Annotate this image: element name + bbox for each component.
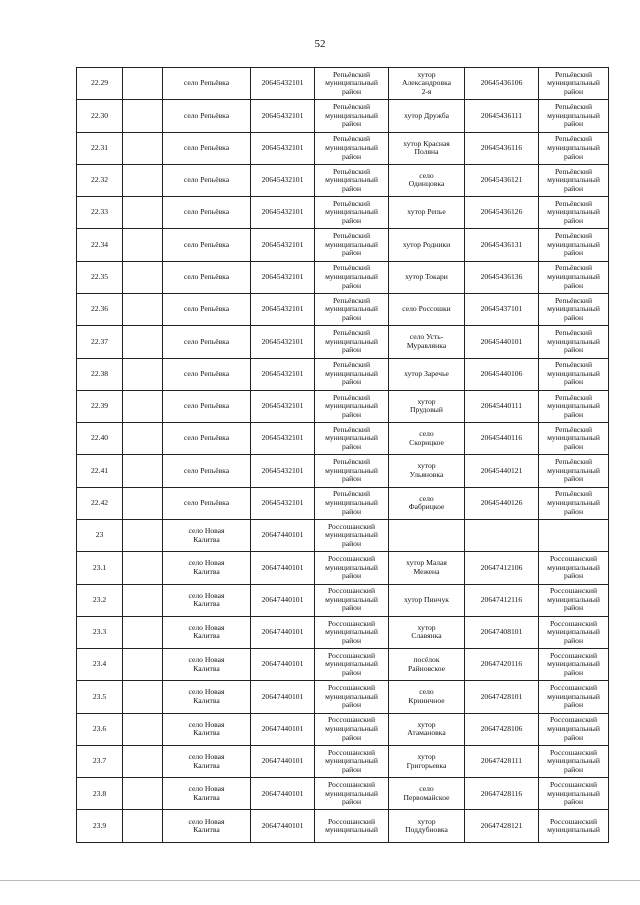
admin-district-cell: Россошанский муниципальный район xyxy=(315,681,389,713)
empty-cell xyxy=(123,423,163,455)
admin-village-cell: село Репьёвка xyxy=(163,68,251,100)
row-number-cell: 23.9 xyxy=(77,810,123,842)
table-row xyxy=(77,810,609,842)
row-number-cell: 22.40 xyxy=(77,423,123,455)
locality-district-cell: Россошанский муниципальный район xyxy=(539,584,609,616)
locality-name-cell: село Криничное xyxy=(389,681,465,713)
locality-name-cell: хутор Токари xyxy=(389,261,465,293)
empty-cell xyxy=(123,745,163,777)
admin-village-cell: село Новая Калитва xyxy=(163,778,251,810)
row-number-cell: 23.7 xyxy=(77,745,123,777)
locality-name-cell: хутор Ульяновка xyxy=(389,455,465,487)
table-row xyxy=(77,616,609,648)
empty-cell xyxy=(123,584,163,616)
table-row xyxy=(77,390,609,422)
row-number-cell: 23.2 xyxy=(77,584,123,616)
admin-village-code-cell: 20645432101 xyxy=(251,423,315,455)
admin-village-code-cell: 20645432101 xyxy=(251,197,315,229)
table-row xyxy=(77,100,609,132)
locality-code-cell: 20645440126 xyxy=(465,487,539,519)
admin-district-cell: Репьёвский муниципальный район xyxy=(315,487,389,519)
locality-district-cell: Репьёвский муниципальный район xyxy=(539,358,609,390)
locality-name-cell: хутор Красная Поляна xyxy=(389,132,465,164)
admin-village-cell: село Репьёвка xyxy=(163,293,251,325)
locality-code-cell: 20647428101 xyxy=(465,681,539,713)
locality-code-cell: 20645436136 xyxy=(465,261,539,293)
locality-code-cell: 20647412116 xyxy=(465,584,539,616)
admin-district-cell: Репьёвский муниципальный район xyxy=(315,390,389,422)
admin-village-code-cell: 20647440101 xyxy=(251,713,315,745)
locality-district-cell: Репьёвский муниципальный район xyxy=(539,423,609,455)
table-row xyxy=(77,584,609,616)
locality-district-cell: Репьёвский муниципальный район xyxy=(539,390,609,422)
locality-district-cell: Репьёвский муниципальный район xyxy=(539,197,609,229)
admin-village-code-cell: 20645432101 xyxy=(251,100,315,132)
locality-code-cell xyxy=(465,519,539,551)
row-number-cell: 22.37 xyxy=(77,326,123,358)
table-row xyxy=(77,487,609,519)
admin-village-code-cell: 20647440101 xyxy=(251,681,315,713)
table-row xyxy=(77,197,609,229)
admin-village-cell: село Новая Калитва xyxy=(163,616,251,648)
admin-village-code-cell: 20645432101 xyxy=(251,261,315,293)
settlement-table xyxy=(76,67,609,843)
locality-code-cell: 20645436111 xyxy=(465,100,539,132)
row-number-cell: 22.39 xyxy=(77,390,123,422)
empty-cell xyxy=(123,261,163,293)
locality-name-cell: хутор Малая Межена xyxy=(389,552,465,584)
locality-name-cell: село Первомайское xyxy=(389,778,465,810)
locality-name-cell xyxy=(389,519,465,551)
admin-village-cell: село Новая Калитва xyxy=(163,745,251,777)
table-row xyxy=(77,229,609,261)
admin-district-cell: Репьёвский муниципальный район xyxy=(315,293,389,325)
locality-district-cell: Россошанский муниципальный район xyxy=(539,778,609,810)
admin-village-code-cell: 20645432101 xyxy=(251,326,315,358)
table-body xyxy=(77,68,609,843)
locality-code-cell: 20645436121 xyxy=(465,164,539,196)
row-number-cell: 22.36 xyxy=(77,293,123,325)
admin-village-cell: село Репьёвка xyxy=(163,100,251,132)
locality-district-cell xyxy=(539,519,609,551)
locality-district-cell: Репьёвский муниципальный район xyxy=(539,293,609,325)
locality-code-cell: 20645440106 xyxy=(465,358,539,390)
empty-cell xyxy=(123,487,163,519)
admin-village-code-cell: 20645432101 xyxy=(251,293,315,325)
admin-village-cell: село Новая Калитва xyxy=(163,681,251,713)
admin-district-cell: Репьёвский муниципальный район xyxy=(315,455,389,487)
empty-cell xyxy=(123,616,163,648)
locality-code-cell: 20647428111 xyxy=(465,745,539,777)
locality-district-cell: Россошанский муниципальный район xyxy=(539,745,609,777)
locality-district-cell: Репьёвский муниципальный район xyxy=(539,229,609,261)
admin-village-code-cell: 20647440101 xyxy=(251,616,315,648)
admin-district-cell: Россошанский муниципальный район xyxy=(315,745,389,777)
table-row xyxy=(77,164,609,196)
locality-district-cell: Россошанский муниципальный район xyxy=(539,616,609,648)
row-number-cell: 22.34 xyxy=(77,229,123,261)
locality-code-cell: 20645436126 xyxy=(465,197,539,229)
row-number-cell: 22.35 xyxy=(77,261,123,293)
empty-cell xyxy=(123,810,163,842)
table-row xyxy=(77,455,609,487)
admin-district-cell: Репьёвский муниципальный район xyxy=(315,68,389,100)
table-row xyxy=(77,358,609,390)
admin-village-code-cell: 20645432101 xyxy=(251,132,315,164)
admin-village-cell: село Репьёвка xyxy=(163,358,251,390)
locality-code-cell: 20645440121 xyxy=(465,455,539,487)
row-number-cell: 22.31 xyxy=(77,132,123,164)
row-number-cell: 22.38 xyxy=(77,358,123,390)
empty-cell xyxy=(123,390,163,422)
admin-district-cell: Репьёвский муниципальный район xyxy=(315,423,389,455)
locality-district-cell: Россошанский муниципальный район xyxy=(539,713,609,745)
admin-village-cell: село Новая Калитва xyxy=(163,519,251,551)
admin-village-cell: село Новая Калитва xyxy=(163,584,251,616)
admin-district-cell: Репьёвский муниципальный район xyxy=(315,229,389,261)
admin-village-code-cell: 20647440101 xyxy=(251,745,315,777)
row-number-cell: 23.4 xyxy=(77,649,123,681)
admin-village-code-cell: 20647440101 xyxy=(251,584,315,616)
locality-name-cell: хутор Александровка 2-я xyxy=(389,68,465,100)
row-number-cell: 22.30 xyxy=(77,100,123,132)
admin-district-cell: Репьёвский муниципальный район xyxy=(315,164,389,196)
locality-name-cell: село Одинцовка xyxy=(389,164,465,196)
locality-name-cell: хутор Заречье xyxy=(389,358,465,390)
empty-cell xyxy=(123,197,163,229)
row-number-cell: 23.3 xyxy=(77,616,123,648)
empty-cell xyxy=(123,681,163,713)
locality-district-cell: Россошанский муниципальный район xyxy=(539,649,609,681)
admin-village-code-cell: 20645432101 xyxy=(251,358,315,390)
locality-code-cell: 20647408101 xyxy=(465,616,539,648)
locality-district-cell: Репьёвский муниципальный район xyxy=(539,164,609,196)
locality-name-cell: село Россошки xyxy=(389,293,465,325)
empty-cell xyxy=(123,455,163,487)
admin-village-code-cell: 20647440101 xyxy=(251,810,315,842)
admin-district-cell: Репьёвский муниципальный район xyxy=(315,197,389,229)
locality-name-cell: посёлок Райновское xyxy=(389,649,465,681)
locality-name-cell: село Скорицкое xyxy=(389,423,465,455)
empty-cell xyxy=(123,326,163,358)
locality-code-cell: 20647428106 xyxy=(465,713,539,745)
locality-name-cell: хутор Григорьевка xyxy=(389,745,465,777)
locality-code-cell: 20645436116 xyxy=(465,132,539,164)
empty-cell xyxy=(123,358,163,390)
locality-code-cell: 20647412106 xyxy=(465,552,539,584)
admin-district-cell: Репьёвский муниципальный район xyxy=(315,261,389,293)
admin-district-cell: Россошанский муниципальный xyxy=(315,810,389,842)
locality-code-cell: 20645436106 xyxy=(465,68,539,100)
locality-name-cell: хутор Славянка xyxy=(389,616,465,648)
admin-village-code-cell: 20647440101 xyxy=(251,552,315,584)
row-number-cell: 22.29 xyxy=(77,68,123,100)
locality-district-cell: Репьёвский муниципальный район xyxy=(539,132,609,164)
empty-cell xyxy=(123,68,163,100)
admin-district-cell: Россошанский муниципальный район xyxy=(315,584,389,616)
locality-name-cell: хутор Дружба xyxy=(389,100,465,132)
locality-code-cell: 20645436131 xyxy=(465,229,539,261)
table-row xyxy=(77,681,609,713)
empty-cell xyxy=(123,519,163,551)
locality-name-cell: хутор Родники xyxy=(389,229,465,261)
admin-village-cell: село Репьёвка xyxy=(163,487,251,519)
table-row xyxy=(77,423,609,455)
admin-village-cell: село Репьёвка xyxy=(163,326,251,358)
locality-district-cell: Россошанский муниципальный район xyxy=(539,552,609,584)
locality-code-cell: 20645440101 xyxy=(465,326,539,358)
admin-village-code-cell: 20647440101 xyxy=(251,649,315,681)
admin-district-cell: Россошанский муниципальный район xyxy=(315,552,389,584)
locality-code-cell: 20645440116 xyxy=(465,423,539,455)
locality-name-cell: село Фабрицкое xyxy=(389,487,465,519)
table-row xyxy=(77,261,609,293)
empty-cell xyxy=(123,100,163,132)
locality-district-cell: Репьёвский муниципальный район xyxy=(539,100,609,132)
page-bottom-rule xyxy=(0,880,640,881)
locality-name-cell: хутор Репье xyxy=(389,197,465,229)
locality-district-cell: Россошанский муниципальный xyxy=(539,810,609,842)
locality-name-cell: хутор Пинчук xyxy=(389,584,465,616)
admin-district-cell: Россошанский муниципальный район xyxy=(315,519,389,551)
table-row xyxy=(77,745,609,777)
locality-district-cell: Репьёвский муниципальный район xyxy=(539,68,609,100)
admin-village-cell: село Репьёвка xyxy=(163,455,251,487)
admin-village-code-cell: 20645432101 xyxy=(251,455,315,487)
empty-cell xyxy=(123,778,163,810)
locality-code-cell: 20647420116 xyxy=(465,649,539,681)
admin-village-cell: село Новая Калитва xyxy=(163,552,251,584)
admin-district-cell: Репьёвский муниципальный район xyxy=(315,132,389,164)
admin-village-cell: село Репьёвка xyxy=(163,423,251,455)
admin-village-cell: село Новая Калитва xyxy=(163,810,251,842)
locality-district-cell: Россошанский муниципальный район xyxy=(539,681,609,713)
locality-name-cell: село Усть- Муравлянка xyxy=(389,326,465,358)
table-row xyxy=(77,778,609,810)
row-number-cell: 23.1 xyxy=(77,552,123,584)
locality-district-cell: Репьёвский муниципальный район xyxy=(539,487,609,519)
table-row xyxy=(77,713,609,745)
table-row xyxy=(77,132,609,164)
admin-district-cell: Репьёвский муниципальный район xyxy=(315,326,389,358)
admin-village-code-cell: 20645432101 xyxy=(251,164,315,196)
admin-village-code-cell: 20645432101 xyxy=(251,68,315,100)
table-row xyxy=(77,293,609,325)
table-row xyxy=(77,552,609,584)
row-number-cell: 23.8 xyxy=(77,778,123,810)
page-number: 52 xyxy=(314,38,326,50)
locality-district-cell: Репьёвский муниципальный район xyxy=(539,455,609,487)
table-row xyxy=(77,326,609,358)
row-number-cell: 23.5 xyxy=(77,681,123,713)
table-row xyxy=(77,519,609,551)
admin-village-code-cell: 20645432101 xyxy=(251,390,315,422)
admin-village-cell: село Новая Калитва xyxy=(163,649,251,681)
empty-cell xyxy=(123,132,163,164)
admin-village-code-cell: 20647440101 xyxy=(251,778,315,810)
locality-name-cell: хутор Атамановка xyxy=(389,713,465,745)
locality-code-cell: 20645437101 xyxy=(465,293,539,325)
locality-code-cell: 20647428116 xyxy=(465,778,539,810)
admin-district-cell: Репьёвский муниципальный район xyxy=(315,100,389,132)
admin-village-cell: село Репьёвка xyxy=(163,390,251,422)
locality-name-cell: хутор Поддубновка xyxy=(389,810,465,842)
admin-village-code-cell: 20647440101 xyxy=(251,519,315,551)
admin-village-cell: село Новая Калитва xyxy=(163,713,251,745)
row-number-cell: 22.42 xyxy=(77,487,123,519)
admin-village-code-cell: 20645432101 xyxy=(251,229,315,261)
admin-village-cell: село Репьёвка xyxy=(163,132,251,164)
row-number-cell: 23.6 xyxy=(77,713,123,745)
admin-village-cell: село Репьёвка xyxy=(163,164,251,196)
locality-district-cell: Репьёвский муниципальный район xyxy=(539,261,609,293)
empty-cell xyxy=(123,649,163,681)
empty-cell xyxy=(123,713,163,745)
table-row xyxy=(77,68,609,100)
admin-district-cell: Репьёвский муниципальный район xyxy=(315,358,389,390)
row-number-cell: 22.32 xyxy=(77,164,123,196)
locality-name-cell: хутор Прудовый xyxy=(389,390,465,422)
admin-district-cell: Россошанский муниципальный район xyxy=(315,616,389,648)
row-number-cell: 22.33 xyxy=(77,197,123,229)
admin-village-cell: село Репьёвка xyxy=(163,261,251,293)
admin-district-cell: Россошанский муниципальный район xyxy=(315,778,389,810)
locality-code-cell: 20647428121 xyxy=(465,810,539,842)
admin-district-cell: Россошанский муниципальный район xyxy=(315,713,389,745)
empty-cell xyxy=(123,164,163,196)
admin-village-cell: село Репьёвка xyxy=(163,229,251,261)
empty-cell xyxy=(123,293,163,325)
locality-code-cell: 20645440111 xyxy=(465,390,539,422)
table-row xyxy=(77,649,609,681)
admin-village-cell: село Репьёвка xyxy=(163,197,251,229)
locality-district-cell: Репьёвский муниципальный район xyxy=(539,326,609,358)
empty-cell xyxy=(123,552,163,584)
empty-cell xyxy=(123,229,163,261)
admin-village-code-cell: 20645432101 xyxy=(251,487,315,519)
admin-district-cell: Россошанский муниципальный район xyxy=(315,649,389,681)
row-number-cell: 23 xyxy=(77,519,123,551)
row-number-cell: 22.41 xyxy=(77,455,123,487)
